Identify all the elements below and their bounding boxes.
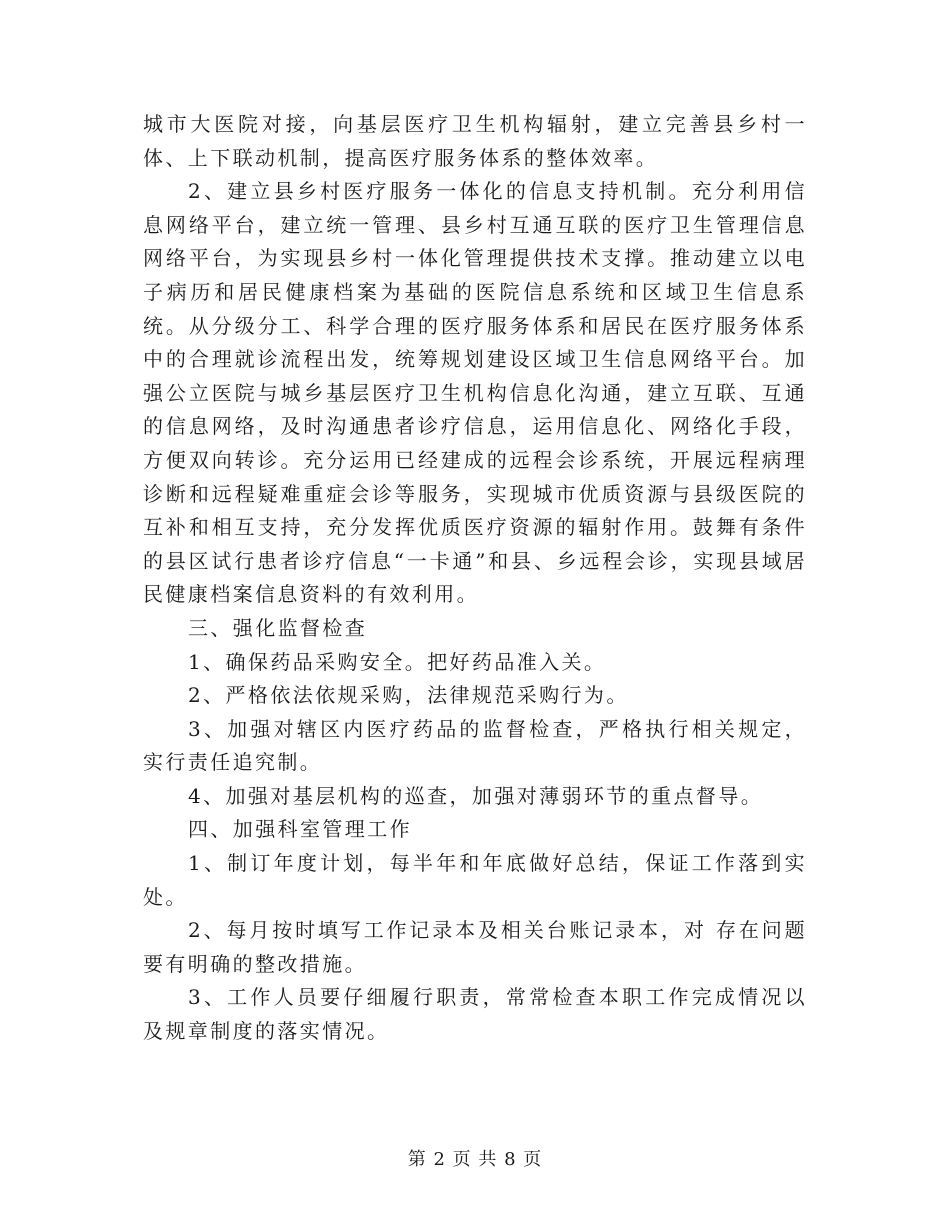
paragraph-management-3: 3、工作人员要仔细履行职责，常常检查本职工作完成情况以及规章制度的落实情况。 [143, 985, 807, 1044]
footer-current-page: 2 [433, 1149, 446, 1170]
footer-prefix: 第 [407, 1149, 427, 1170]
paragraph-continuation: 城市大医院对接，向基层医疗卫生机构辐射，建立完善县乡村一体、上下联动机制，提高医疗服务体系的整体效率。 [143, 112, 807, 170]
footer-total-pages: 8 [504, 1149, 517, 1170]
footer-suffix: 页 [523, 1149, 543, 1170]
document-body [143, 108, 807, 1049]
paragraph-supervision-2: 2、严格依法依规采购，法律规范采购行为。 [188, 683, 629, 708]
paragraph-supervision-1: 1、确保药品采购安全。把好药品准入关。 [188, 649, 607, 674]
page-footer [0, 1145, 950, 1171]
footer-middle: 页 共 [452, 1149, 498, 1170]
section-heading-supervision: 三、强化监督检查 [188, 615, 368, 640]
paragraph-management-1: 1、制订年度计划，每半年和年底做好总结，保证工作落到实处。 [143, 851, 807, 909]
paragraph-info-support: 2、建立县乡村医疗服务一体化的信息支持机制。充分利用信息网络平台，建立统一管理、县乡村互通互联的医疗卫生管理信息网络平台，为实现县乡村一体化管理提供技术支撑。推动建立以电子病历和居民健康档案为基础的医院信息系统和区域卫生信息系统。从分级分工、科学合理的医疗服务体系和居民在医疗服务体系中的合理就诊流程出发，统筹规划建设区域卫生信息网络平台。加强公立医院与城乡基层医疗卫生机构信息化沟通，建立互联、互通的信息网络，及时沟通患者诊疗信息，运用信息化、网络化手段，方便双向转诊。充分运用已经建成的远程会诊系统，开展远程病理诊断和远程疑难重症会诊等服务，实现城市优质资源与县级医院的互补和相互支持，充分发挥优质医疗资源的辐射作用。鼓舞有条件的县区试行患者诊疗信息“一卡通”和县、乡远程会诊，实现县域居民健康档案信息资料的有效利用。 [143, 179, 807, 607]
paragraph-supervision-3: 3、加强对辖区内医疗药品的监督检查，严格执行相关规定，实行责任追究制。 [143, 716, 807, 775]
section-heading-management: 四、加强科室管理工作 [188, 817, 412, 842]
paragraph-supervision-4: 4、加强对基层机构的巡查，加强对薄弱环节的重点督导。 [188, 783, 764, 808]
paragraph-management-2: 2、每月按时填写工作记录本及相关台账记录本，对 存在问题要有明确的整改措施。 [143, 918, 807, 976]
